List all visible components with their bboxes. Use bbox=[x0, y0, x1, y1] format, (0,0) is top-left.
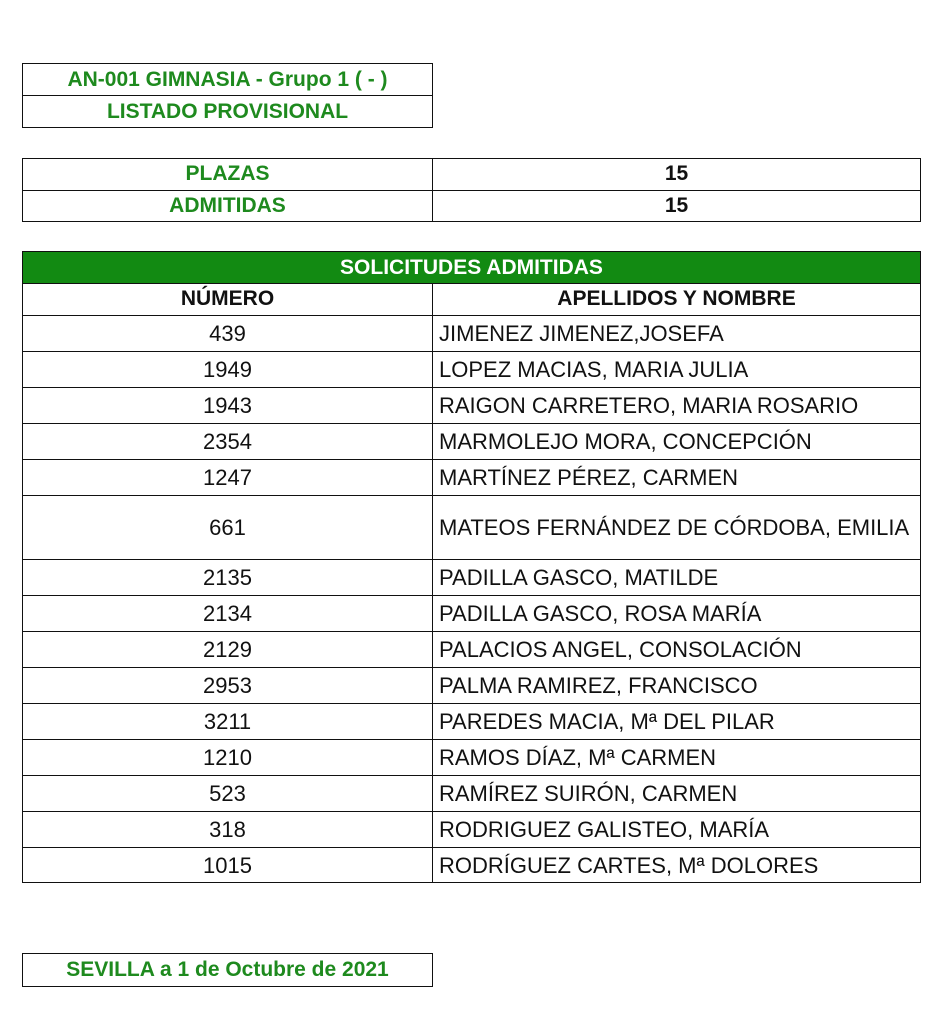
row-nombre: RAMOS DÍAZ, Mª CARMEN bbox=[439, 744, 717, 770]
row-nombre: PALACIOS ANGEL, CONSOLACIÓN bbox=[439, 636, 802, 662]
table-row bbox=[23, 631, 920, 667]
row-nombre: LOPEZ MACIAS, MARIA JULIA bbox=[439, 356, 749, 382]
table-row bbox=[23, 495, 920, 559]
row-numero: 3211 bbox=[23, 704, 433, 739]
row-nombre: MARMOLEJO MORA, CONCEPCIÓN bbox=[439, 428, 812, 454]
list-status: LISTADO PROVISIONAL bbox=[23, 95, 432, 127]
row-nombre: PALMA RAMIREZ, FRANCISCO bbox=[439, 672, 758, 698]
table-row bbox=[23, 595, 920, 631]
table-row bbox=[23, 559, 920, 595]
table-row bbox=[23, 667, 920, 703]
plazas-row bbox=[23, 159, 920, 190]
admitidas-label: ADMITIDAS bbox=[23, 191, 433, 222]
table-row bbox=[23, 775, 920, 811]
footer-date: SEVILLA a 1 de Octubre de 2021 bbox=[22, 953, 433, 987]
row-numero: 1247 bbox=[23, 460, 433, 495]
row-nombre: PADILLA GASCO, MATILDE bbox=[439, 564, 719, 590]
admitidas-value: 15 bbox=[664, 194, 689, 217]
row-nombre: MATEOS FERNÁNDEZ DE CÓRDOBA, EMILIA bbox=[439, 515, 910, 540]
admitted-table bbox=[22, 251, 921, 883]
table-row bbox=[23, 423, 920, 459]
row-numero: 1015 bbox=[23, 848, 433, 883]
row-numero: 1949 bbox=[23, 352, 433, 387]
row-numero: 439 bbox=[23, 316, 433, 351]
row-numero: 661 bbox=[23, 496, 433, 559]
row-numero: 1210 bbox=[23, 740, 433, 775]
table-title: SOLICITUDES ADMITIDAS bbox=[23, 252, 920, 284]
course-title: AN-001 GIMNASIA - Grupo 1 ( - ) bbox=[67, 68, 388, 91]
row-nombre: RAMÍREZ SUIRÓN, CARMEN bbox=[439, 780, 738, 806]
row-numero: 2135 bbox=[23, 560, 433, 595]
row-numero: 2354 bbox=[23, 424, 433, 459]
row-numero: 2953 bbox=[23, 668, 433, 703]
row-nombre: RODRÍGUEZ CARTES, Mª DOLORES bbox=[439, 852, 819, 878]
row-nombre: RAIGON CARRETERO, MARIA ROSARIO bbox=[439, 392, 859, 418]
row-numero: 2134 bbox=[23, 596, 433, 631]
table-row bbox=[23, 351, 920, 387]
row-nombre: RODRIGUEZ GALISTEO, MARÍA bbox=[439, 816, 770, 842]
row-nombre: MARTÍNEZ PÉREZ, CARMEN bbox=[439, 464, 739, 490]
table-row bbox=[23, 459, 920, 495]
table-row bbox=[23, 847, 920, 883]
table-row bbox=[23, 811, 920, 847]
row-nombre: JIMENEZ JIMENEZ,JOSEFA bbox=[439, 320, 724, 346]
row-numero: 2129 bbox=[23, 632, 433, 667]
column-nombre: APELLIDOS Y NOMBRE bbox=[557, 287, 796, 310]
column-numero: NÚMERO bbox=[23, 284, 433, 315]
table-row bbox=[23, 703, 920, 739]
table-row bbox=[23, 739, 920, 775]
row-numero: 1943 bbox=[23, 388, 433, 423]
plazas-label: PLAZAS bbox=[23, 159, 433, 190]
table-row bbox=[23, 387, 920, 423]
title-box bbox=[22, 63, 433, 128]
table-row bbox=[23, 315, 920, 351]
row-numero: 318 bbox=[23, 812, 433, 847]
row-nombre: PADILLA GASCO, ROSA MARÍA bbox=[439, 600, 762, 626]
admitidas-row bbox=[23, 190, 920, 222]
row-numero: 523 bbox=[23, 776, 433, 811]
table-column-header bbox=[23, 284, 920, 315]
plazas-value: 15 bbox=[664, 162, 689, 185]
row-nombre: PAREDES MACIA, Mª DEL PILAR bbox=[439, 708, 775, 734]
summary-table bbox=[22, 158, 921, 222]
